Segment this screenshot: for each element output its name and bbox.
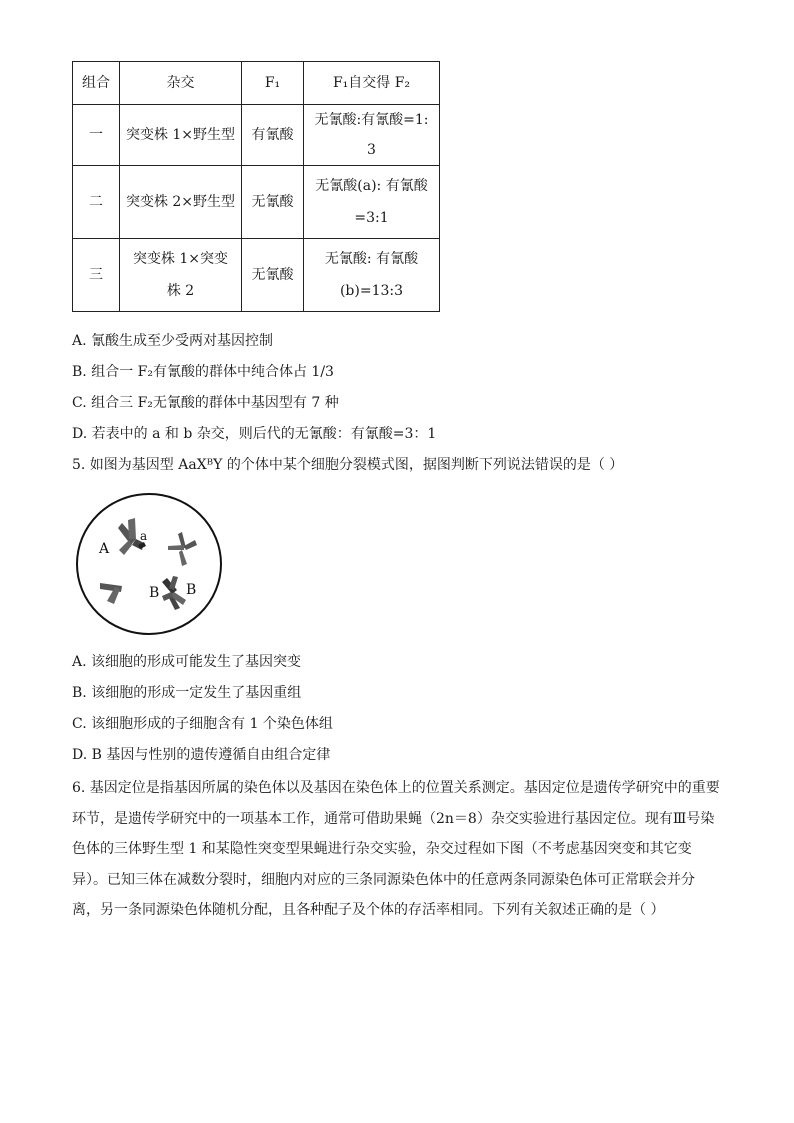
q6-line: 环节，是遗传学研究中的一项基本工作，通常可借助果蝇（2n＝8）杂交实验进行基因定位。现有Ⅲ号染 [72,810,715,827]
header-group: 组合 [73,62,120,105]
q5-option-c: C. 该细胞形成的子细胞含有 1 个染色体组 [72,716,333,732]
table-row [73,239,440,312]
row-cross-line: 突变株 1×突变 [132,251,229,267]
gene-label-a: a [140,529,148,543]
q4-option-c: C. 组合三 F₂无氰酸的群体中基因型有 7 种 [72,395,339,411]
cell-membrane [77,494,221,634]
row-f2: 无氰酸:有氰酸=1: 3 [304,105,440,166]
row-f2 [304,166,440,239]
row-group-id: 三 [73,239,120,312]
cross-result-table [72,61,440,312]
row-f2-line: 无氰酸(a): 有氰酸 [315,178,428,194]
q4-option-a: A. 氰酸生成至少受两对基因控制 [72,333,274,349]
q4-option-d: D. 若表中的 a 和 b 杂交，则后代的无氰酸：有氰酸=3：1 [72,426,437,442]
q6-line: 异）。已知三体在减数分裂时，细胞内对应的三条同源染色体中的任意两条同源染色体可正常联会并分 [72,871,695,888]
row-cross: 突变株 1×野生型 [120,105,242,166]
q5-option-a: A. 该细胞的形成可能发生了基因突变 [72,654,302,670]
table-row [73,166,440,239]
q6-line: 离，另一条同源染色体随机分配，且各种配子及个体的存活率相同。下列有关叙述正确的是（ ） [72,902,665,918]
header-f1: F₁ [242,62,304,105]
row-cross-line: 株 2 [166,283,195,299]
gene-label-A: A [99,541,110,557]
table-header-row [73,62,440,105]
row-group-id: 二 [73,166,120,239]
table-row [73,105,440,166]
q5-stem: 5. 如图为基因型 AaXᴮY 的个体中某个细胞分裂模式图，据图判断下列说法错误的是（ ） [72,457,624,473]
header-f2: F₁自交得 F₂ [304,62,440,105]
cell-division-diagram [74,490,224,638]
row-f1: 有氰酸 [242,105,304,166]
row-f1: 无氰酸 [242,166,304,239]
q5-option-b: B. 该细胞的形成一定发生了基因重组 [72,685,302,701]
row-cross: 突变株 2×野生型 [120,166,242,239]
q6-line: 6. 基因定位是指基因所属的染色体以及基因在染色体上的位置关系测定。基因定位是遗传学研究中的重要 [72,780,720,796]
row-f1: 无氰酸 [242,239,304,312]
row-f2-line: 无氰酸: 有氰酸 [324,251,419,267]
q5-option-d: D. B 基因与性别的遗传遵循自由组合定律 [72,747,331,763]
row-f2 [304,239,440,312]
row-group-id: 一 [73,105,120,166]
chromosome-group-bottom-right [162,576,186,610]
chromosome-group-top-right [168,532,197,566]
gene-label-B-right: B [186,582,197,598]
row-cross [120,239,242,312]
gene-label-B-left: B [149,585,160,601]
row-f2-line: (b)=13:3 [339,283,404,299]
row-f2-line: =3:1 [354,210,389,226]
q6-line: 色体的三体野生型 1 和某隐性突变型果蝇进行杂交实验，杂交过程如下图（不考虑基因突变和其它变 [72,841,692,857]
q4-option-b: B. 组合一 F₂有氰酸的群体中纯合体占 1/3 [72,364,334,380]
chromosome-group-bottom-left [100,583,122,604]
q6-stem [72,773,732,926]
header-cross: 杂交 [120,62,242,105]
